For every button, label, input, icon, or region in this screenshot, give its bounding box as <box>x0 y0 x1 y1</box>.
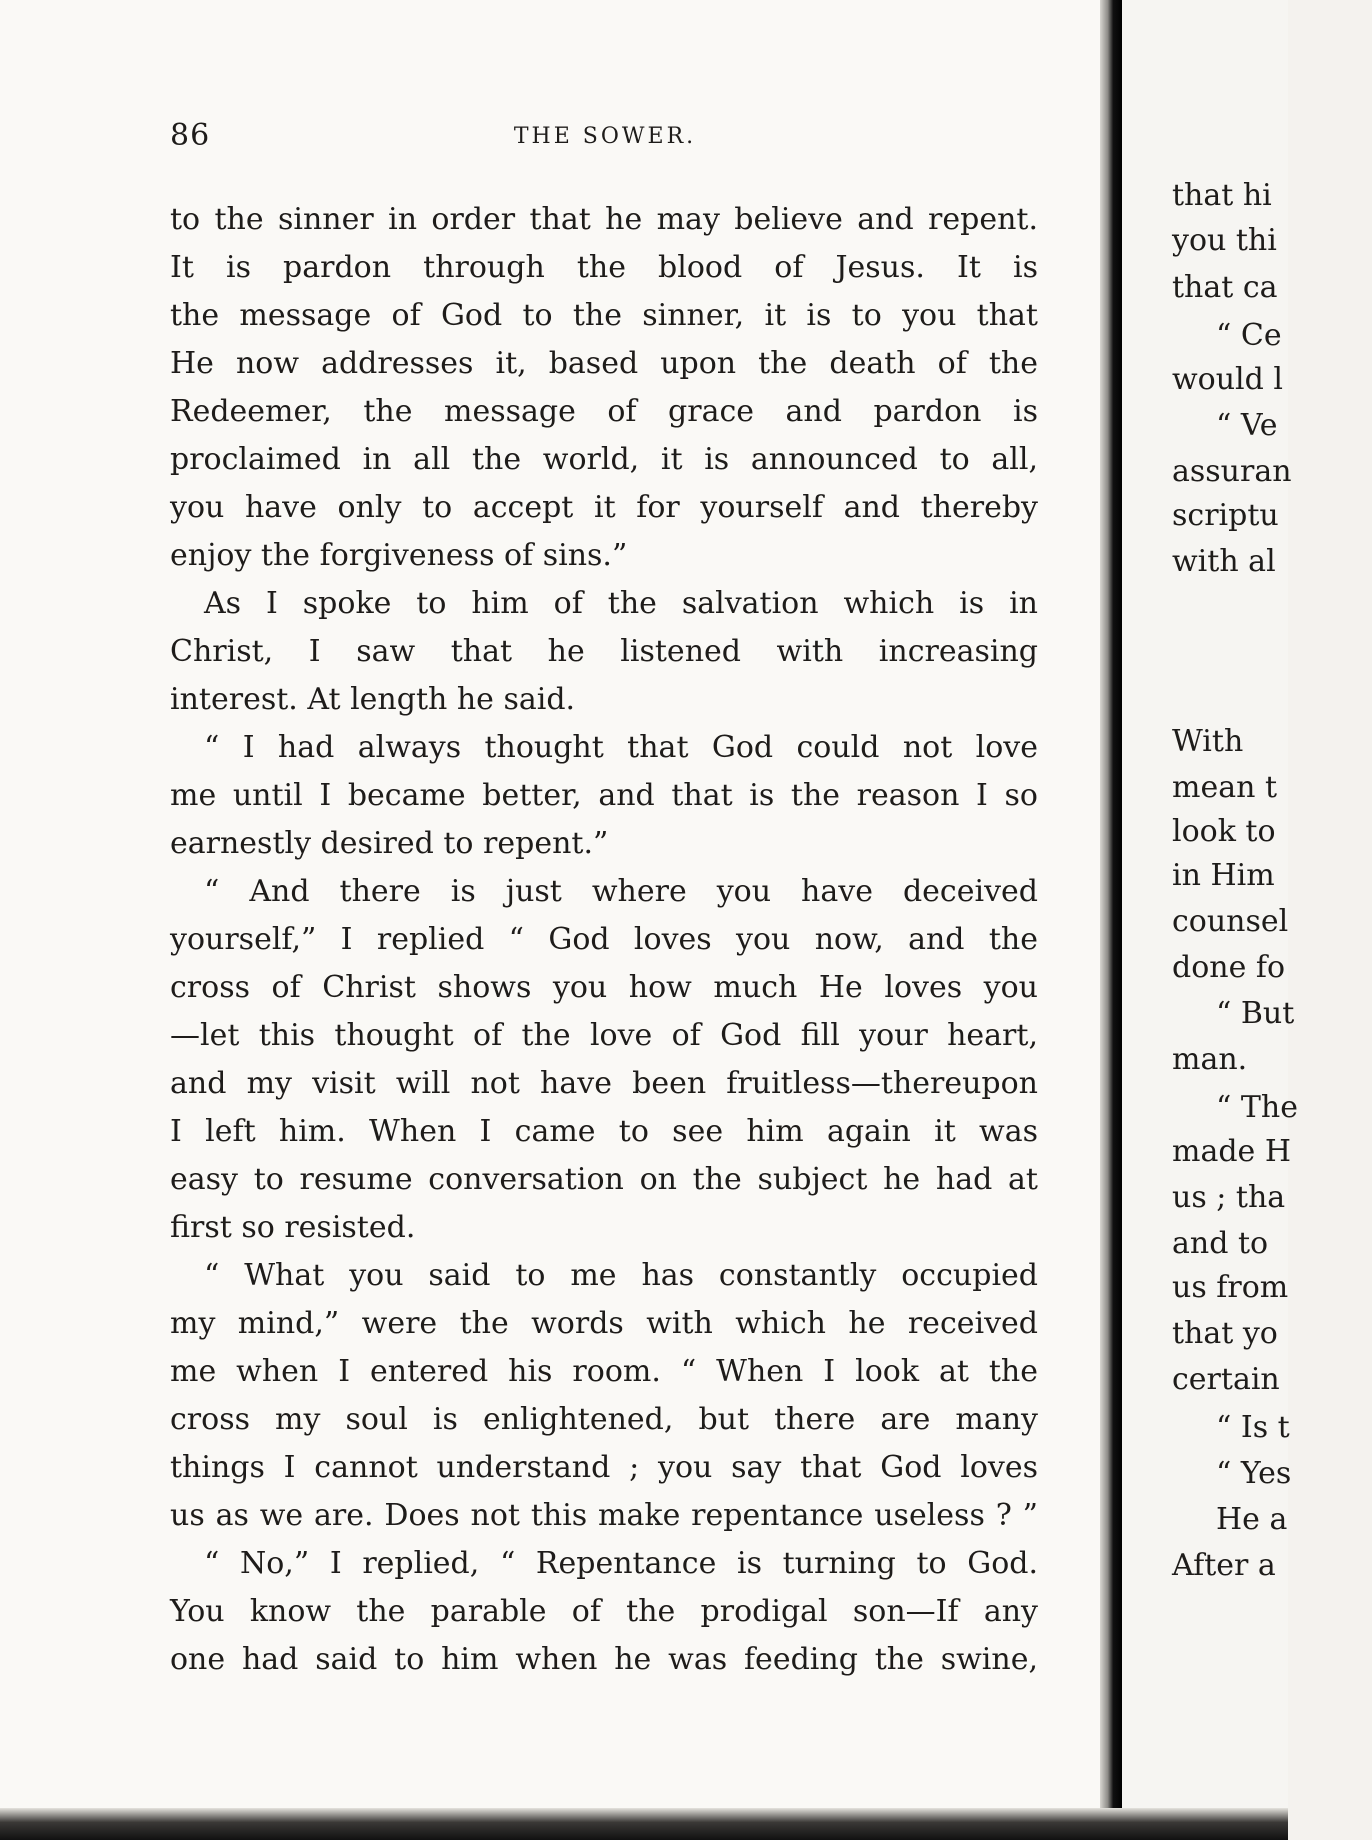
text-line: interest. At length he said. <box>170 682 576 717</box>
running-head <box>170 118 1040 158</box>
text-fragment: He a <box>1216 1502 1288 1537</box>
text-fragment: “ Is t <box>1216 1410 1290 1445</box>
text-fragment: you thi <box>1172 223 1277 258</box>
text-fragment: that ca <box>1172 270 1278 305</box>
text-fragment: certain <box>1172 1362 1280 1397</box>
text-fragment: “ The <box>1216 1090 1298 1125</box>
text-fragment: in Him <box>1172 858 1275 893</box>
text-line: Christ, I saw that he listened with increasing <box>170 634 1038 669</box>
text-fragment: look to <box>1172 814 1276 849</box>
page-number: 86 <box>170 118 211 153</box>
text-line: to the sinner in order that he may believe and repent. <box>170 202 1038 237</box>
text-line: things I cannot understand ; you say that God loves <box>170 1450 1038 1485</box>
text-fragment: made H <box>1172 1134 1291 1169</box>
text-line: earnestly desired to repent.” <box>170 826 609 861</box>
text-fragment: that hi <box>1172 178 1272 213</box>
text-fragment: us from <box>1172 1270 1289 1305</box>
text-line: me when I entered his room. “ When I look at the <box>170 1354 1038 1389</box>
text-fragment: “ Ce <box>1216 318 1282 353</box>
text-line: cross of Christ shows you how much He loves you <box>170 970 1038 1005</box>
text-line: cross my soul is enlightened, but there are many <box>170 1402 1038 1437</box>
text-line: “ I had always thought that God could not love <box>204 730 1038 765</box>
page-bottom-edge <box>0 1808 1288 1840</box>
text-fragment: “ But <box>1216 996 1295 1031</box>
text-line: my mind,” were the words with which he received <box>170 1306 1038 1341</box>
text-line: As I spoke to him of the salvation which is in <box>204 586 1038 621</box>
text-line: us as we are. Does not this make repentance useless ? ” <box>170 1498 1038 1533</box>
text-fragment: scriptu <box>1172 498 1279 533</box>
text-fragment: man. <box>1172 1042 1248 1077</box>
text-line: “ And there is just where you have deceived <box>204 874 1038 909</box>
text-line: me until I became better, and that is the reason I so <box>170 778 1038 813</box>
text-fragment: “ Ve <box>1216 408 1278 443</box>
text-line: It is pardon through the blood of Jesus. It is <box>170 250 1038 285</box>
text-line: —let this thought of the love of God fill your heart, <box>170 1018 1038 1053</box>
text-line: I left him. When I came to see him again it was <box>170 1114 1038 1149</box>
text-line: You know the parable of the prodigal son—If any <box>170 1594 1038 1629</box>
text-line: Redeemer, the message of grace and pardon is <box>170 394 1038 429</box>
text-fragment: counsel <box>1172 904 1289 939</box>
text-fragment: and to <box>1172 1226 1269 1261</box>
text-fragment: with al <box>1172 544 1276 579</box>
text-line: one had said to him when he was feeding the swine, <box>170 1642 1038 1677</box>
text-fragment: us ; tha <box>1172 1180 1286 1215</box>
text-line: “ No,” I replied, “ Repentance is turning to God. <box>204 1546 1038 1581</box>
text-line: proclaimed in all the world, it is announced to all, <box>170 442 1038 477</box>
text-fragment: mean t <box>1172 770 1277 805</box>
text-fragment: would l <box>1172 362 1283 397</box>
text-line: the message of God to the sinner, it is to you that <box>170 298 1038 333</box>
text-fragment: “ Yes <box>1216 1456 1292 1491</box>
text-fragment: done fo <box>1172 950 1286 985</box>
text-fragment: After a <box>1172 1548 1276 1583</box>
text-line: yourself,” I replied “ God loves you now, and the <box>170 922 1038 957</box>
text-line: and my visit will not have been fruitless—thereupon <box>170 1066 1038 1101</box>
text-line: He now addresses it, based upon the death of the <box>170 346 1038 381</box>
text-line: enjoy the forgiveness of sins.” <box>170 538 628 573</box>
text-line: “ What you said to me has constantly occupied <box>204 1258 1038 1293</box>
book-gutter <box>1100 0 1122 1840</box>
text-line: first so resisted. <box>170 1210 416 1245</box>
text-fragment: With <box>1172 724 1244 759</box>
text-fragment: that yo <box>1172 1316 1278 1351</box>
left-page-text <box>170 196 1038 1684</box>
text-line: easy to resume conversation on the subject he had at <box>170 1162 1038 1197</box>
text-line: you have only to accept it for yourself and thereby <box>170 490 1038 525</box>
text-fragment: assuran <box>1172 454 1292 489</box>
running-title: THE SOWER. <box>513 124 697 149</box>
